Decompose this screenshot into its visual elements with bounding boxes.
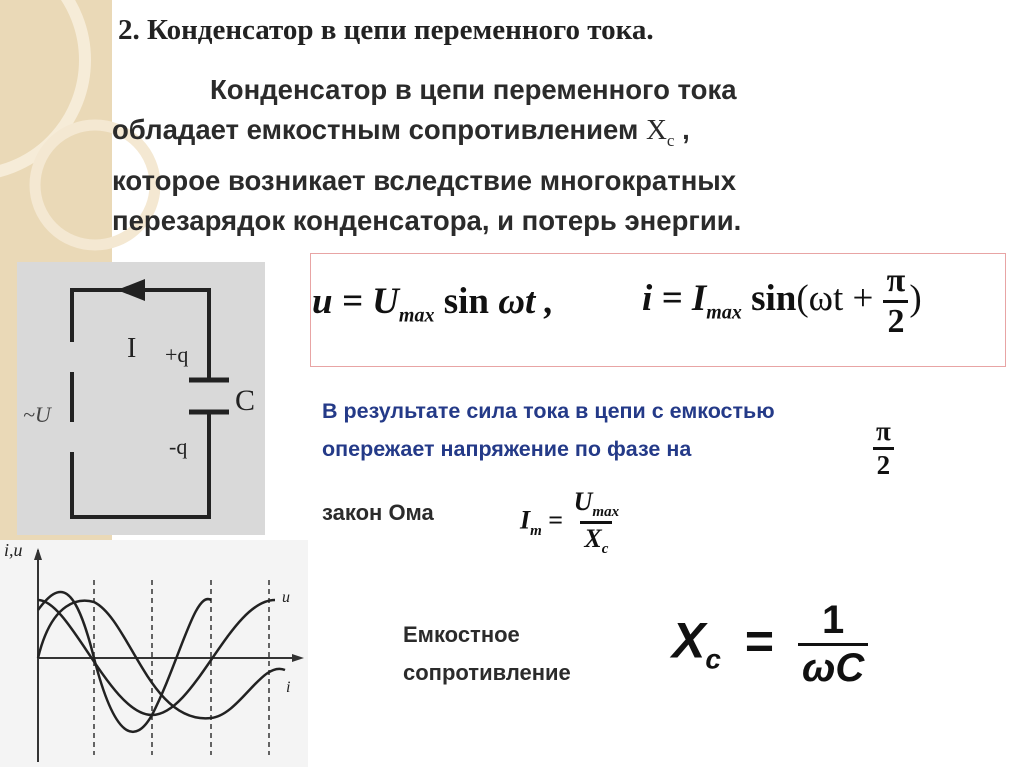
ohm-law-label: закон Ома <box>322 500 434 525</box>
ohm-law-formula: $I_m$ = $\frac{U_{max}}{X_c}$ <box>520 487 620 558</box>
current-formula: $i = I_{max}$ sin(ωt + $\frac{\pi}{2}$ ) <box>642 262 922 340</box>
pi-over-2-fraction: $\frac{\pi}{2}$ <box>883 262 910 341</box>
phase-fraction: $\frac{\pi}{2}$ <box>872 416 895 481</box>
slide-title: 2. Конденсатор в цепи переменного тока. <box>118 14 654 46</box>
capacitor-circuit-diagram <box>17 262 265 535</box>
cap-label-line-1: Емкостное <box>403 622 520 647</box>
capacitive-reactance-label <box>403 616 571 692</box>
result-line-1: В результате сила тока в цепи с емкостью <box>322 399 775 423</box>
i-curve-label: i <box>286 679 291 696</box>
para-line-2: обладает емкостным сопротивлением <box>112 114 646 145</box>
axis-label-iu: i,u <box>4 540 23 560</box>
xc-symbol: $X_c$ <box>645 114 675 150</box>
intro-paragraph <box>112 70 892 241</box>
para-line-4: перезарядок конденсатора, и потерь энергии. <box>112 204 742 236</box>
para-line-1: Конденсатор в цепи переменного тока <box>210 74 737 105</box>
current-label: I <box>127 333 137 364</box>
minus-q-label: -q <box>169 434 188 459</box>
current-curve <box>38 601 285 719</box>
cap-label-line-2: сопротивление <box>403 660 571 685</box>
para-line-2-end: , <box>674 114 690 145</box>
source-u-label: ~U <box>23 402 51 427</box>
plus-q-label: +q <box>165 342 189 367</box>
phase-result-text <box>322 392 775 468</box>
capacitor-c-label: C <box>235 384 256 417</box>
phase-graph <box>0 540 308 767</box>
capacitive-reactance-formula: $X_c$ = $\frac{1}{\omega C}$ <box>672 598 868 691</box>
voltage-formula: $u = U_{max}$ sin ωt , <box>312 281 554 327</box>
para-line-3: которое возникает вследствие многократных <box>112 164 737 196</box>
result-line-2: опережает напряжение по фазе на <box>322 437 692 461</box>
u-curve-label: u <box>282 589 290 606</box>
